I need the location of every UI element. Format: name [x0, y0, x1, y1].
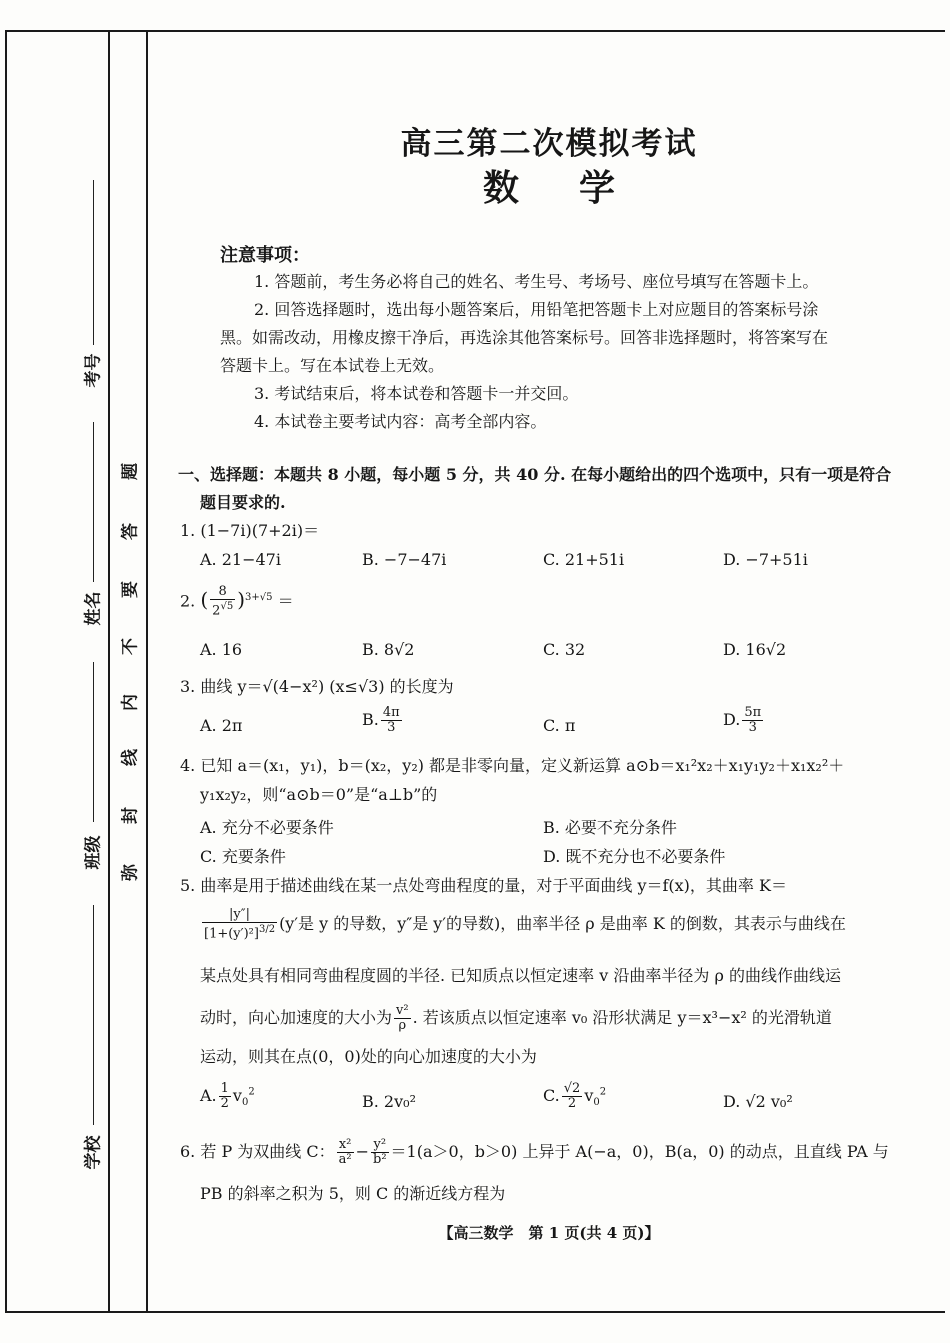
- q2-option-d: D. 16√2: [723, 640, 787, 659]
- name-label: 姓名: [83, 591, 104, 626]
- q5-option-c: C. $\frac{√2}{2}$ $v_0^2$: [543, 1081, 607, 1111]
- question-5-line1: 5. 曲率是用于描述曲线在某一点处弯曲程度的量，对于平面曲线 y＝f(x)，其曲率 K＝: [180, 876, 787, 895]
- school-label: 学校: [83, 1135, 104, 1170]
- q3-option-c: C. π: [543, 716, 576, 735]
- q3-option-d: D. $\frac{5\pi}{3}$: [723, 705, 762, 735]
- q2-prefix: 2.: [180, 591, 201, 611]
- q3-option-b: B. $\frac{4\pi}{3}$: [362, 705, 400, 735]
- seal-char: 要: [120, 581, 141, 598]
- q2-option-b: B. 8√2: [362, 640, 415, 659]
- q1-option-c: C. 21+51i: [543, 550, 625, 569]
- question-2-stem: 2. ( $\frac{8}{2^{√5}}$ )$^{3+√5}$ ＝: [180, 584, 294, 619]
- question-1-stem: 1. (1−7i)(7+2i)＝: [180, 521, 320, 540]
- seal-char: 答: [120, 523, 141, 540]
- q5-option-d: D. √2 v₀²: [723, 1092, 793, 1111]
- notice-item: 2. 回答选择题时，选出每小题答案后，用铅笔把答题卡上对应题目的答案标号涂: [254, 300, 819, 319]
- exam-no-underline: [93, 180, 94, 345]
- seal-char: 题: [120, 463, 141, 480]
- q4-option-d: D. 既不充分也不必要条件: [543, 847, 726, 866]
- exam-title: 高三第二次模拟考试: [400, 126, 698, 162]
- q1-option-d: D. −7+51i: [723, 550, 808, 569]
- question-4-line1: 4. 已知 a＝(x₁，y₁)，b＝(x₂，y₂) 都是非零向量，定义新运算 a⊙b＝x₁²x₂＋x₁y₁y₂＋x₁x₂²＋: [180, 756, 845, 775]
- q1-option-a: A. 21−47i: [200, 550, 281, 569]
- section-heading-cont: 题目要求的.: [200, 493, 286, 512]
- q5-option-b: B. 2v₀²: [362, 1092, 416, 1111]
- q2-option-c: C. 32: [543, 640, 586, 659]
- class-underline: [93, 662, 94, 822]
- q3-option-a: A. 2π: [200, 716, 243, 735]
- question-6-line1: 6. 若 P 为双曲线 C： $\frac{\text{x²}}{\text{a²}}$ − $\frac{\text{y²}}{\text{b²}}$ ＝1(a＞0，b＞0) 上异于 A(−a，0)，B(a，0) 的动点，且直线 PA 与: [180, 1137, 889, 1167]
- exam-no-label: 考号: [83, 353, 104, 388]
- binding-line-1: [108, 30, 110, 1313]
- school-underline: [93, 905, 94, 1125]
- notice-item: 答题卡上。写在本试卷上无效。: [220, 356, 445, 375]
- question-5-line3: 某点处具有相同弯曲程度圆的半径. 已知质点以恒定速率 v 沿曲率半径为 ρ 的曲线作曲线运: [200, 966, 841, 985]
- question-3-stem: 3. 曲线 y＝√(4−x²) (x≤√3) 的长度为: [180, 677, 454, 696]
- class-label: 班级: [83, 835, 104, 870]
- q1-option-b: B. −7−47i: [362, 550, 447, 569]
- q4-option-a: A. 充分不必要条件: [200, 818, 334, 837]
- notice-item: 1. 答题前，考生务必将自己的姓名、考生号、考场号、座位号填写在答题卡上。: [254, 272, 819, 291]
- subject-title: 数学: [482, 167, 675, 209]
- curvature-formula: $\frac{|y''|}{[1+(y')^2]^{3/2}}$: [204, 907, 276, 942]
- name-underline: [93, 422, 94, 582]
- question-4-line2: y₁x₂y₂，则“a⊙b＝0”是“a⊥b”的: [200, 785, 438, 804]
- outer-border-left: [5, 30, 7, 1313]
- seal-char: 内: [120, 694, 141, 711]
- question-5-line2: $\frac{|y''|}{[1+(y')^2]^{3/2}}$ (y′是 y 的导数，y″是 y′的导数)，曲率半径 ρ 是曲率 K 的倒数，其表示与曲线在: [204, 907, 846, 942]
- notice-heading: 注意事项：: [220, 245, 310, 266]
- page-footer: 【高三数学 第 1 页(共 4 页)】: [438, 1224, 660, 1242]
- question-6-line2: PB 的斜率之积为 5，则 C 的渐近线方程为: [200, 1184, 506, 1203]
- binding-line-2: [146, 30, 148, 1313]
- q2-suffix: ＝: [277, 591, 294, 611]
- notice-item: 3. 考试结束后，将本试卷和答题卡一并交回。: [254, 384, 579, 403]
- section-heading: 一、选择题：本题共 8 小题，每小题 5 分，共 40 分. 在每小题给出的四个选项中，只有一项是符合: [178, 465, 892, 484]
- seal-char: 不: [120, 638, 141, 655]
- seal-char: 封: [120, 807, 141, 824]
- q4-option-c: C. 充要条件: [200, 847, 286, 866]
- q4-option-b: B. 必要不充分条件: [543, 818, 677, 837]
- notice-item: 黑。如需改动，用橡皮擦干净后，再选涂其他答案标号。回答非选择题时，将答案写在: [220, 328, 829, 347]
- seal-char: 线: [120, 749, 141, 766]
- q5-option-a: A. $\frac{1}{2}$ $v_0^2$: [200, 1081, 255, 1111]
- q2-fraction: $\frac{8}{2^{√5}}$: [212, 584, 234, 619]
- q2-option-a: A. 16: [200, 640, 243, 659]
- notice-item: 4. 本试卷主要考试内容：高考全部内容。: [254, 412, 547, 431]
- question-5-line4: 动时，向心加速度的大小为 $\frac{\text{v²}}{\rho}$ . 若该质点以恒定速率 v₀ 沿形状满足 y＝x³−x² 的光滑轨道: [200, 1003, 832, 1033]
- seal-char: 弥: [120, 864, 141, 881]
- question-5-line5: 运动，则其在点(0，0)处的向心加速度的大小为: [200, 1047, 537, 1066]
